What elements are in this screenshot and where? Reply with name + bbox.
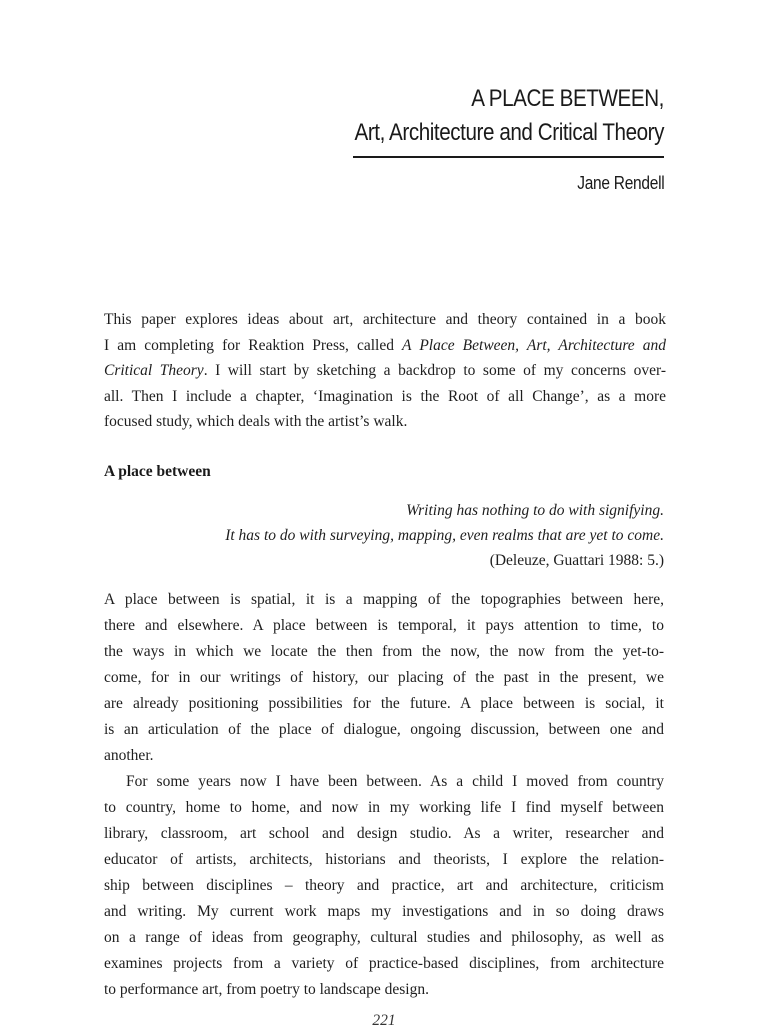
abstract-line: focused study, which deals with the artist’s walk.	[104, 413, 408, 430]
body-line: library, classroom, art school and design studio. As a writer, researcher and	[104, 825, 664, 842]
body-line: come, for in our writings of history, our placing of the past in the present, we	[104, 669, 664, 686]
title-line-2: Art, Architecture and Critical Theory	[354, 119, 664, 146]
body-line: there and elsewhere. A place between is temporal, it pays attention to time, to	[104, 617, 664, 634]
body-line: to country, home to home, and now in my working life I find myself between	[104, 799, 664, 816]
body-line: to performance art, from poetry to landscape design.	[104, 981, 429, 998]
abstract-paragraph	[104, 307, 666, 435]
abstract-line: This paper explores ideas about art, architecture and theory contained in a book	[104, 311, 666, 328]
page-number: 221	[372, 1012, 396, 1029]
body-line: another.	[104, 747, 154, 764]
body-line: the ways in which we locate the then from the now, the now from the yet-to-	[104, 643, 664, 660]
body-line: is an articulation of the place of dialogue, ongoing discussion, between one and	[104, 721, 664, 738]
body-line: A place between is spatial, it is a mapping of the topographies between here,	[104, 591, 664, 608]
abstract-line: all. Then I include a chapter, ‘Imagination is the Root of all Change’, as a more	[104, 387, 666, 405]
body-line: educator of artists, architects, historians and theorists, I explore the relation-	[104, 851, 664, 868]
epigraph-line-1: Writing has nothing to do with signifying.	[406, 502, 664, 519]
body-line: examines projects from a variety of practice-based disciplines, from architecture	[104, 955, 664, 972]
body-line: on a range of ideas from geography, cultural studies and philosophy, as well as	[104, 929, 664, 946]
abstract-line: I am completing for Reaktion Press, called A Place Between, Art, Architecture and	[104, 336, 666, 354]
epigraph-citation: (Deleuze, Guattari 1988: 5.)	[489, 552, 664, 569]
article-title	[264, 82, 664, 150]
body-text	[104, 587, 664, 1003]
epigraph-line-2: It has to do with surveying, mapping, even realms that are yet to come.	[225, 527, 664, 544]
title-divider	[353, 156, 664, 158]
body-line: are already positioning possibilities for the future. A place between is social, it	[104, 695, 664, 712]
body-line: For some years now I have been between. As a child I moved from country	[126, 773, 664, 790]
abstract-line: Critical Theory. I will start by sketching a backdrop to some of my concerns over-	[104, 362, 666, 379]
section-heading: A place between	[104, 463, 211, 480]
author-name: Jane Rendell	[576, 173, 664, 193]
body-line: ship between disciplines – theory and practice, art and architecture, criticism	[104, 877, 664, 894]
body-line: and writing. My current work maps my investigations and in so doing draws	[104, 903, 664, 920]
epigraph	[104, 498, 664, 573]
title-line-1: A PLACE BETWEEN,	[471, 85, 664, 112]
